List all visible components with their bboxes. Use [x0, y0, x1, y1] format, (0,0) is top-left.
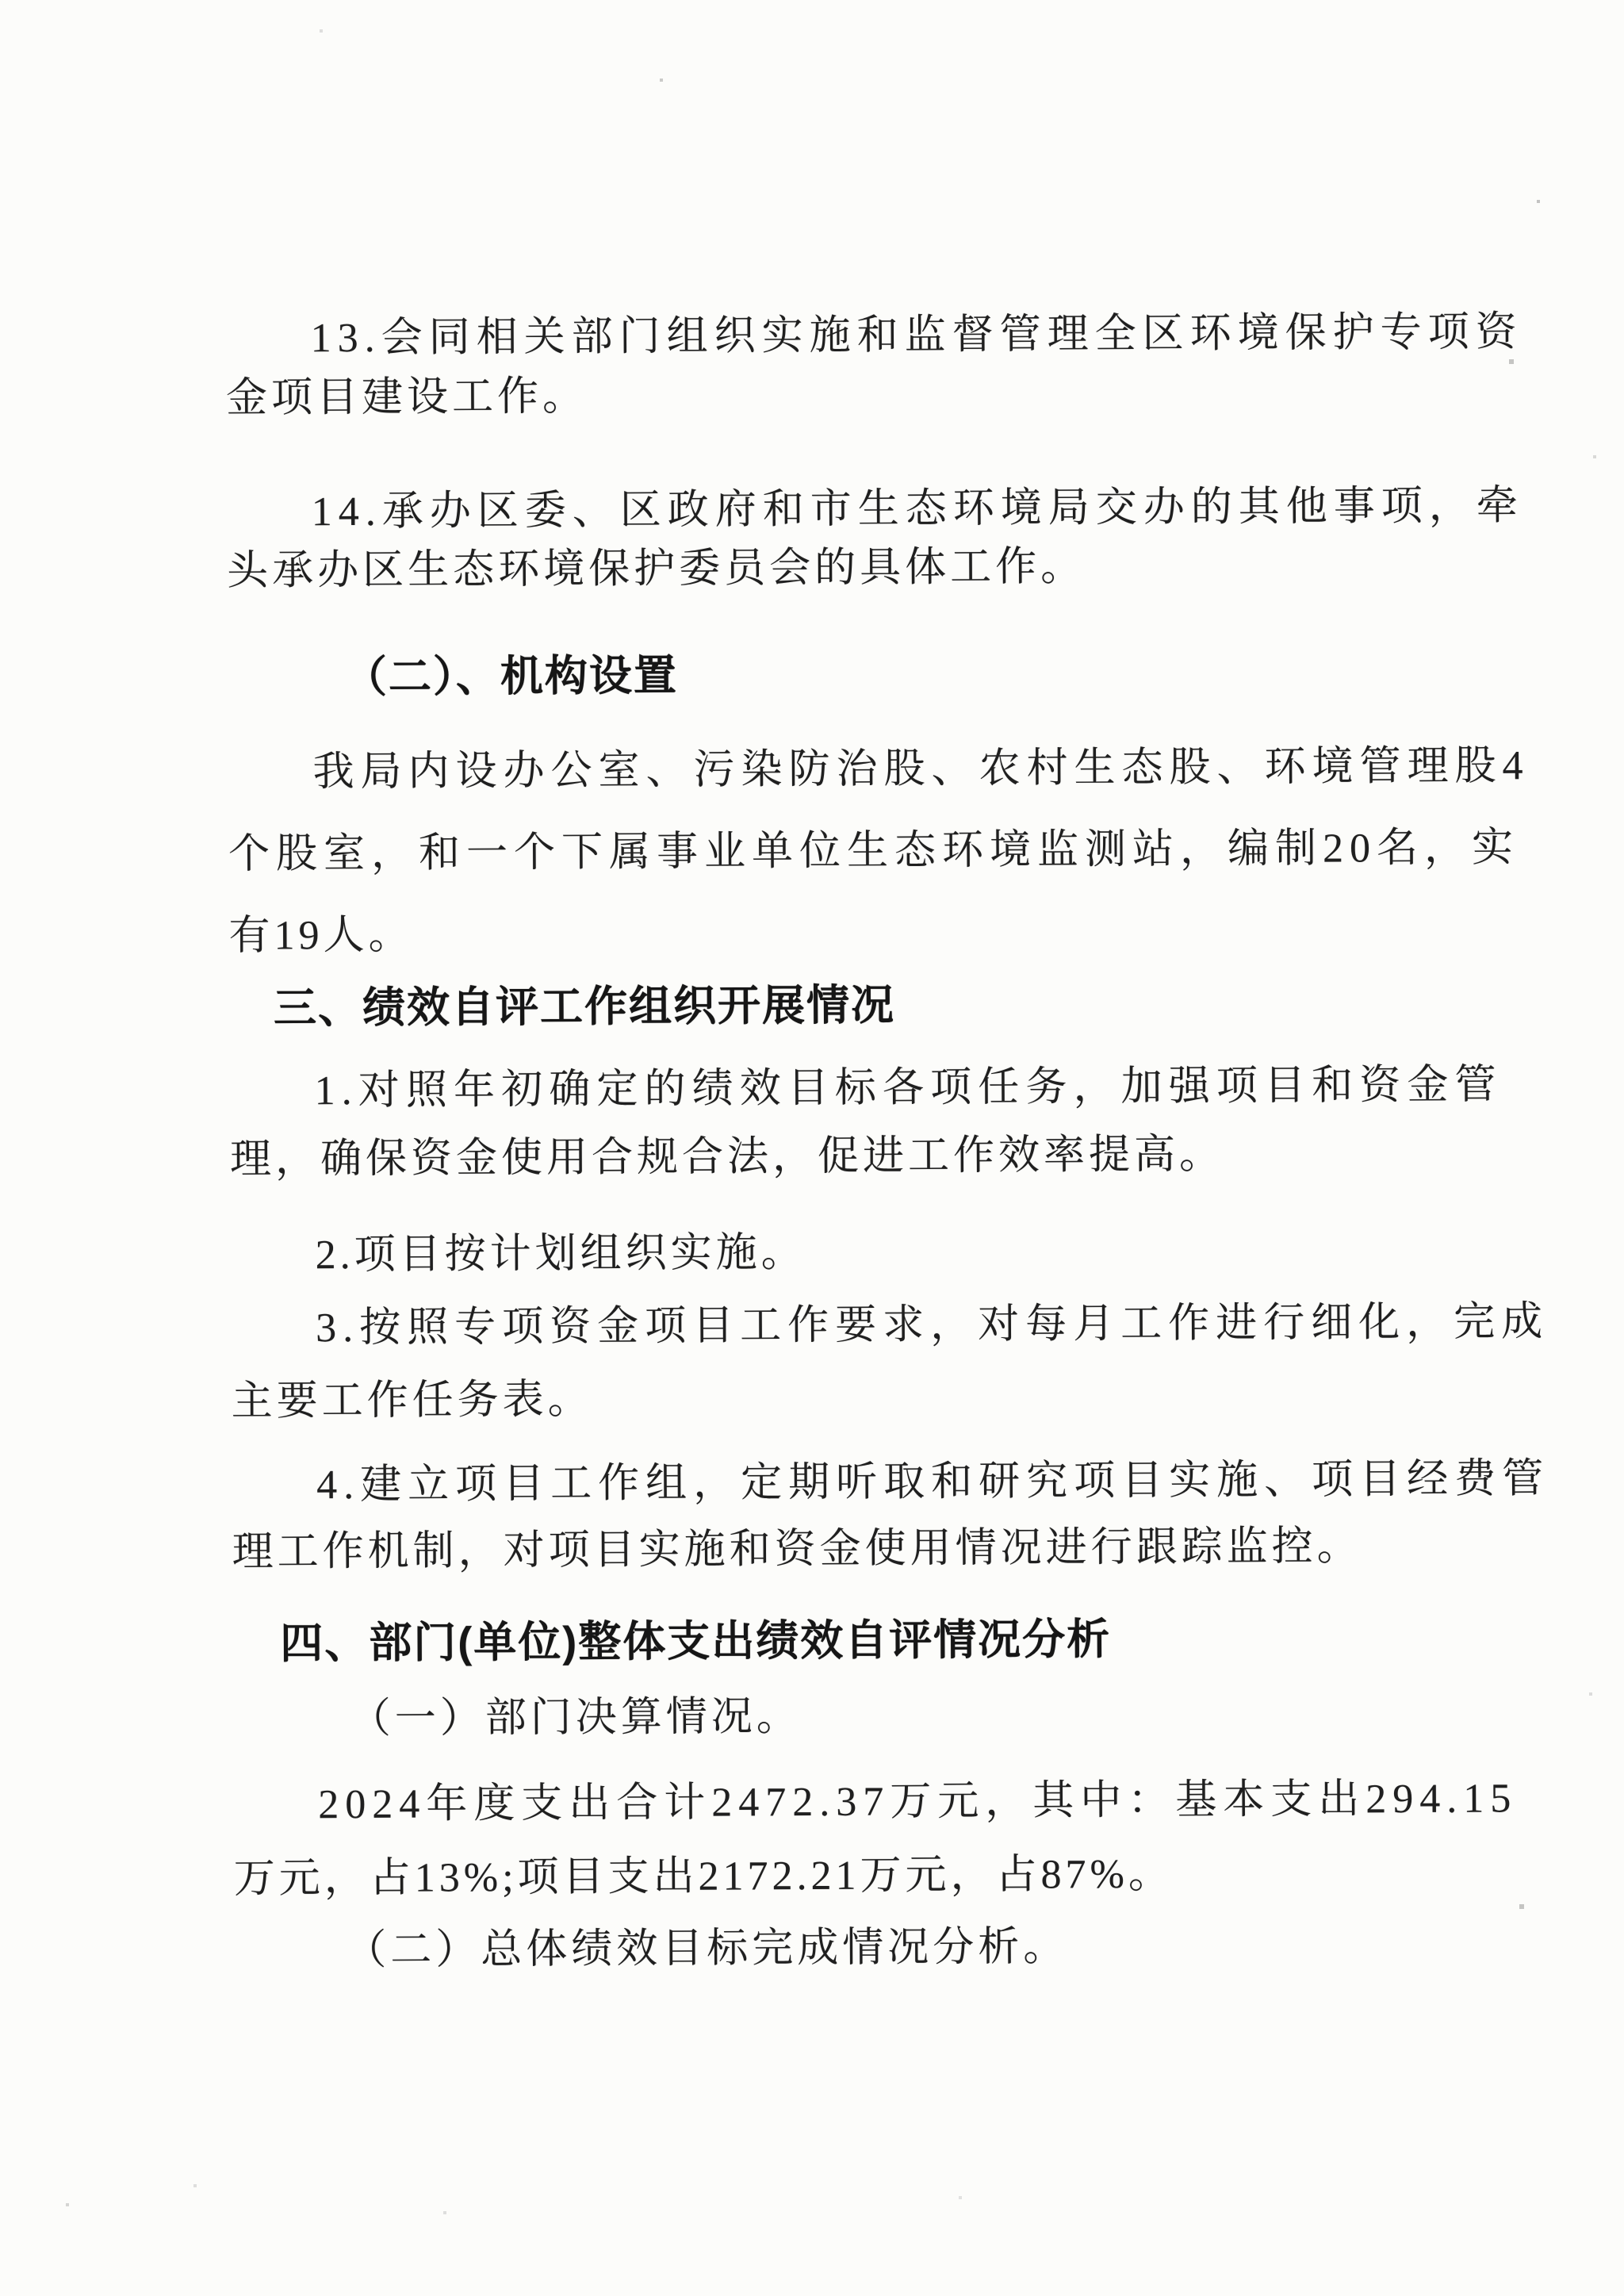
- paragraph-line: 我局内设办公室、污染防治股、农村生态股、环境管理股4: [312, 743, 1530, 795]
- paragraph-line: 14.承办区委、区政府和市生态环境局交办的其他事项，牵: [311, 483, 1524, 535]
- paragraph-line: （二）总体绩效目标完成情况分析。: [345, 1924, 1069, 1974]
- section-heading: （二）、机构设置: [343, 651, 679, 702]
- scan-speckles: [0, 0, 2, 2]
- paragraph-line: 2024年度支出合计2472.37万元，其中：基本支出294.15: [318, 1776, 1518, 1828]
- paragraph-line: 3.按照专项资金项目工作要求，对每月工作进行细化，完成: [316, 1299, 1549, 1351]
- section-heading: 四、部门(单位)整体支出绩效自评情况分析: [280, 1616, 1112, 1668]
- paragraph-line: 2.项目按计划组织实施。: [315, 1230, 806, 1278]
- paragraph-line: 头承办区生态环境保护委员会的具体工作。: [227, 544, 1086, 594]
- paragraph-line: 万元，占13%;项目支出2172.21万元，占87%。: [233, 1851, 1174, 1902]
- paragraph-line: 13.会同相关部门组织实施和监督管理全区环境保护专项资: [310, 309, 1523, 362]
- paragraph-line: 主要工作任务表。: [231, 1377, 593, 1424]
- paragraph-line: 金项目建设工作。: [225, 374, 588, 421]
- paragraph-line: 1.对照年初确定的绩效目标各项任务，加强项目和资金管: [314, 1062, 1503, 1114]
- paragraph-line: 理工作机制，对项目实施和资金使用情况进行跟踪监控。: [232, 1524, 1362, 1575]
- paragraph-line: 有19人。: [228, 912, 414, 959]
- paragraph-line: 4.建立项目工作组，定期听取和研究项目实施、项目经费管: [316, 1456, 1550, 1508]
- paragraph-line: （一）部门决算情况。: [349, 1694, 802, 1742]
- paragraph-line: 理，确保资金使用合规合法，促进工作效率提高。: [229, 1132, 1225, 1182]
- paragraph-line: 个股室，和一个下属事业单位生态环境监测站，编制20名，实: [228, 825, 1520, 877]
- section-heading: 三、绩效自评工作组织开展情况: [273, 981, 896, 1033]
